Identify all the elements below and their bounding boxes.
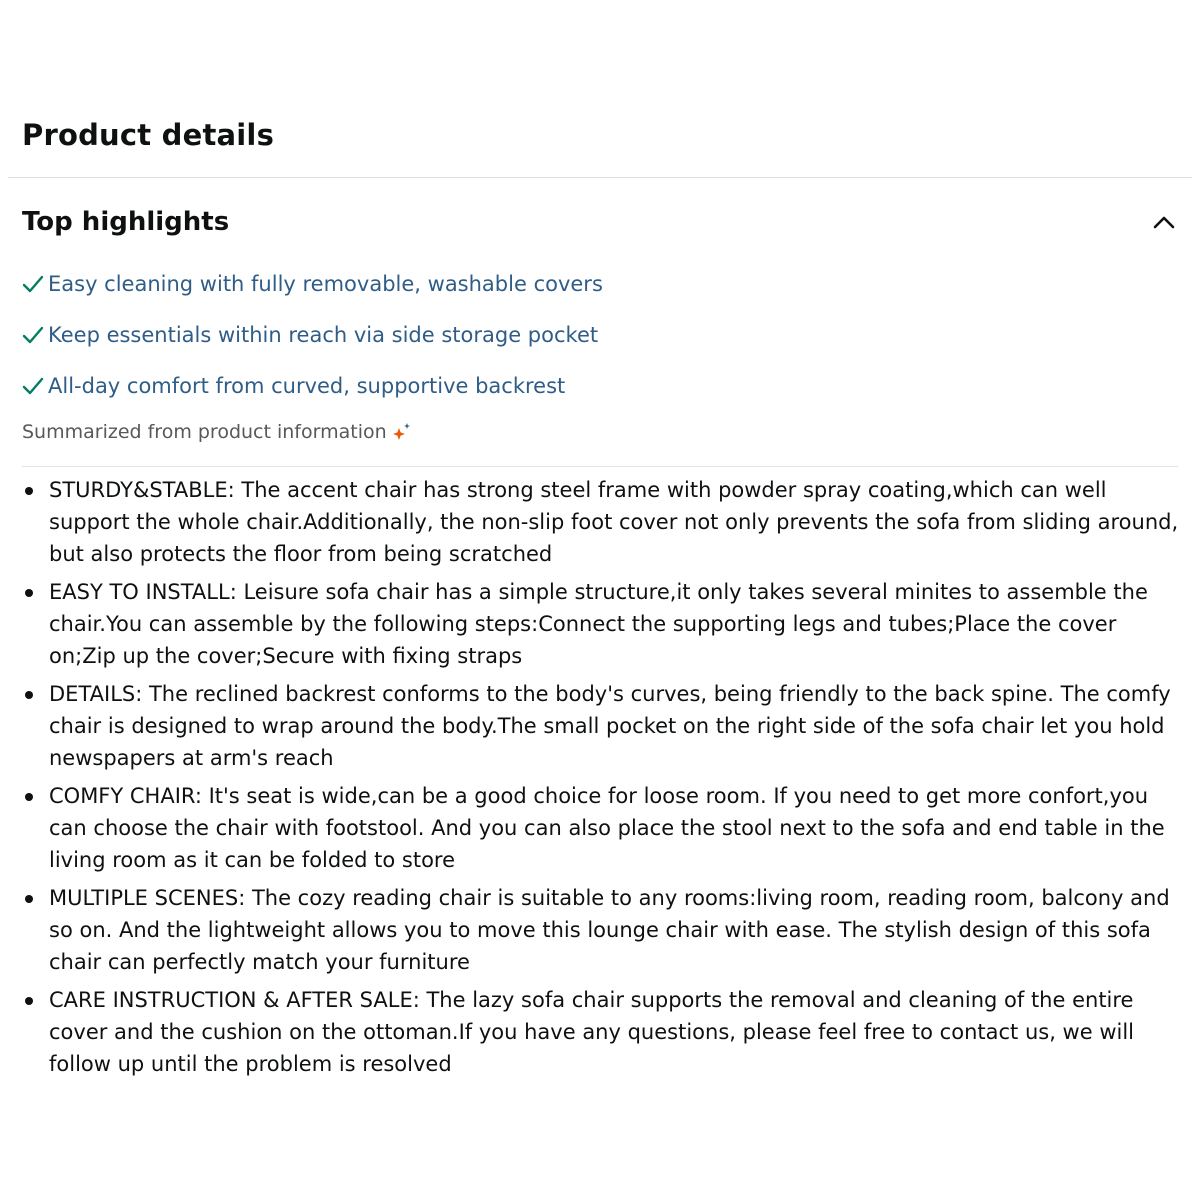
list-item bbox=[22, 882, 1182, 978]
list-item bbox=[22, 984, 1182, 1080]
highlight-text: Easy cleaning with fully removable, washable covers bbox=[48, 272, 603, 296]
list-item bbox=[22, 474, 1182, 570]
bullet-text: CARE INSTRUCTION & AFTER SALE: The lazy sofa chair supports the removal and cleaning of the entire cover and the cushion on the ottoman.If you have any questions, please feel free to contact us, we will follow up until the problem is resolved bbox=[49, 988, 1134, 1076]
about-bullets-list bbox=[22, 474, 1182, 1086]
top-highlights-header[interactable] bbox=[22, 200, 1178, 244]
bullet-text: COMFY CHAIR: It's seat is wide,can be a good choice for loose room. If you need to get more confort,you can choose the chair with footstool. And you can also place the stool next to the sofa and end table in the living room as it can be folded to store bbox=[49, 784, 1165, 872]
highlight-item bbox=[22, 366, 603, 406]
bullet-text: STURDY&STABLE: The accent chair has strong steel frame with powder spray coating,which can well support the whole chair.Additionally, the non-slip foot cover not only prevents the sofa from sliding around, but also protects the floor from being scratched bbox=[49, 478, 1179, 566]
list-item bbox=[22, 678, 1182, 774]
bullet-dot bbox=[25, 793, 33, 801]
chevron-up-icon[interactable] bbox=[1150, 208, 1178, 236]
check-icon bbox=[22, 375, 44, 397]
check-icon bbox=[22, 273, 44, 295]
bullet-dot bbox=[25, 589, 33, 597]
bullet-dot bbox=[25, 487, 33, 495]
bullet-text: MULTIPLE SCENES: The cozy reading chair is suitable to any rooms:living room, reading room, balcony and so on. And the lightweight allows you to move this lounge chair with ease. The stylish design of this sofa chair can perfectly match your furniture bbox=[49, 886, 1170, 974]
highlight-text: All-day comfort from curved, supportive backrest bbox=[48, 374, 566, 398]
sparkle-icon bbox=[392, 422, 412, 442]
bullet-dot bbox=[25, 691, 33, 699]
summary-note-text: Summarized from product information bbox=[22, 421, 387, 443]
bullet-text: EASY TO INSTALL: Leisure sofa chair has a simple structure,it only takes several minites to assemble the chair.You can assemble by the following steps:Connect the supporting legs and tubes;Place the cover on;Zip up the cover;Secure with fixing straps bbox=[49, 580, 1148, 668]
highlight-item bbox=[22, 264, 603, 304]
section-divider bbox=[8, 177, 1192, 178]
bullet-dot bbox=[25, 895, 33, 903]
bullet-dot bbox=[25, 997, 33, 1005]
highlight-item bbox=[22, 315, 603, 355]
page-title: Product details bbox=[22, 118, 275, 152]
highlight-text: Keep essentials within reach via side storage pocket bbox=[48, 323, 599, 347]
summary-note bbox=[22, 421, 412, 443]
section-divider bbox=[22, 466, 1178, 467]
list-item bbox=[22, 576, 1182, 672]
check-icon bbox=[22, 324, 44, 346]
bullet-text: DETAILS: The reclined backrest conforms to the body's curves, being friendly to the back spine. The comfy chair is designed to wrap around the body.The small pocket on the right side of the sofa chair let you hold newspapers at arm's reach bbox=[49, 682, 1171, 770]
top-highlights-title: Top highlights bbox=[22, 207, 230, 237]
list-item bbox=[22, 780, 1182, 876]
highlights-list bbox=[22, 264, 603, 417]
